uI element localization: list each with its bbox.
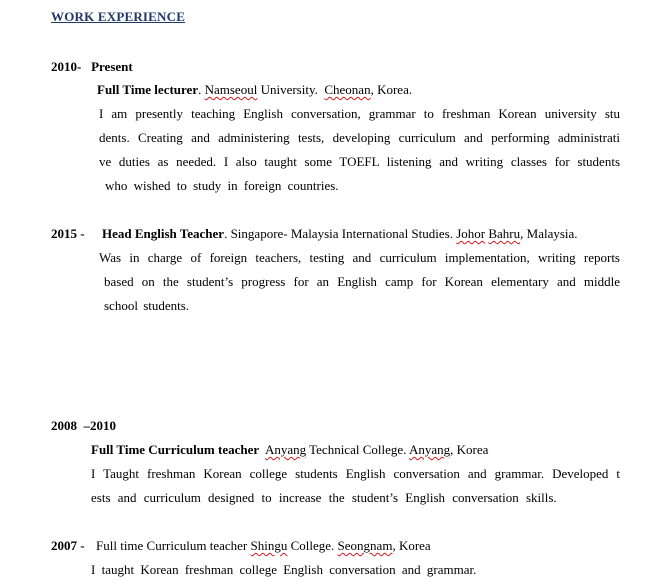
entry-1-sep: . — [198, 82, 205, 97]
entry-1-title: Full Time lecturer — [97, 82, 199, 97]
entry-4-country: , Korea — [392, 538, 431, 553]
entry-4-position — [96, 538, 431, 554]
entry-1-line-1: I am presently teaching English conversation, grammar to freshman Korean university stu — [99, 106, 620, 121]
entry-3-line-1: I Taught freshman Korean college students English conversation and grammar. Developed t — [91, 466, 620, 481]
entry-4-line-1: I taught Korean freshman college English conversation and grammar. — [91, 562, 477, 577]
entry-3-org-a: Anyang — [264, 442, 307, 457]
entry-1-city: Cheonan — [324, 82, 371, 97]
entry-1-org-rest: University. — [257, 82, 325, 97]
entry-2-line-2: based on the student’s progress for an English camp for Korean elementary and middle — [104, 274, 620, 289]
entry-1-line-2: dents. Creating and administering tests, developing curriculum and performing administrati — [99, 130, 620, 145]
entry-3-line-2: ests and curriculum designed to increase the student’s English conversation skills. — [91, 490, 557, 505]
entry-3-country: , Korea — [450, 442, 489, 457]
entry-4-org-a: Shingu — [250, 538, 288, 553]
entry-1-line-4: who wished to study in foreign countries. — [105, 178, 339, 193]
entry-3-org-mid: Technical College. — [306, 442, 409, 457]
section-heading: WORK EXPERIENCE — [51, 9, 186, 24]
entry-3-org-b: Anyang — [408, 442, 451, 457]
entry-1-org: Namseoul — [204, 82, 258, 97]
entry-2-org: . Singapore- Malaysia International Studies. — [224, 226, 457, 241]
entry-2-org-b: Bahru — [488, 226, 521, 241]
entry-1-year: 2010- Present — [51, 59, 133, 74]
entry-4-title: Full time Curriculum teacher — [96, 538, 251, 553]
entry-1-country: , Korea. — [370, 82, 413, 97]
entry-1-position — [97, 82, 412, 98]
entry-2-country: , Malaysia. — [520, 226, 578, 241]
entry-4-org-b: Seongnam — [337, 538, 393, 553]
entry-4-org-mid: College. — [287, 538, 338, 553]
entry-1-line-3: ve duties as needed. I also taught some TOEFL listening and writing classes for students — [99, 154, 620, 169]
entry-2-line-3: school students. — [104, 298, 190, 313]
entry-3-title: Full Time Curriculum teacher — [91, 442, 260, 457]
entry-2-org-a: Johor — [456, 226, 486, 241]
entry-3-position — [91, 442, 488, 458]
entry-3-year: 2008 –2010 — [51, 418, 116, 433]
entry-2-position — [102, 226, 578, 242]
entry-2-title: Head English Teacher — [102, 226, 225, 241]
entry-2-line-1: Was in charge of foreign teachers, testing and curriculum implementation, writing reports — [99, 250, 620, 265]
entry-2-year: 2015 - — [51, 226, 85, 241]
entry-4-year: 2007 - — [51, 538, 85, 553]
